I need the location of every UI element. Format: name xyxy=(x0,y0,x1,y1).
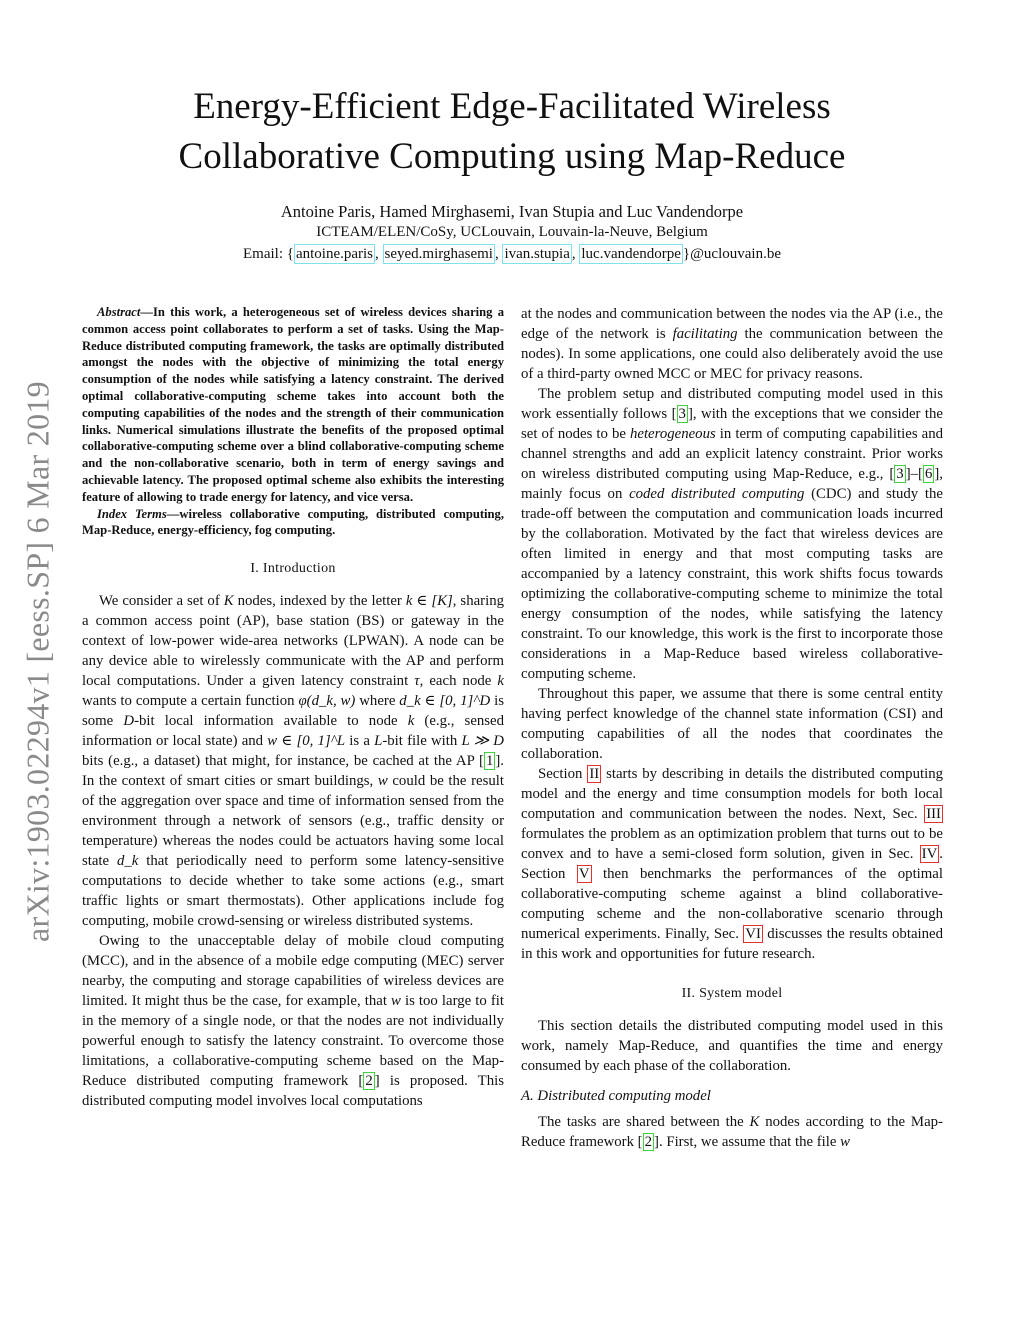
email-link[interactable]: antoine.paris xyxy=(295,246,374,262)
citation-link[interactable]: 6 xyxy=(924,466,933,482)
index-terms-label: Index Terms xyxy=(97,506,167,521)
email-prefix: Email: { xyxy=(243,246,294,262)
intro-paragraph-3: The problem setup and distributed computing model used in this work essentially follows [ 3 ], with the exceptions that we consider the set of nodes to be heterogeneous in term of computing capabilities and channel strengths and add an explicit latency constraint. Prior works on wireless distributed computing using Map-Reduce, e.g., [ 3 ]–[ 6 ], mainly focus on coded distributed computing (CDC) and study the trade-off between the computation and communication loads incurred by the collaboration. Motivated by the fact that wireless devices are often limited in energy and that most computing tasks are accompanied by a latency constraint, this work shifts focus towards optimizing the collaborative-computing scheme to minimize the total energy consumption of the nodes, while satisfying the latency constraint. To our knowledge, this work is the first to incorporate those considerations in a Map-Reduce based wireless collaborative-computing scheme. xyxy=(521,386,943,682)
citation-link[interactable]: 3 xyxy=(678,406,686,422)
affiliation: ICTEAM/ELEN/CoSy, UCLouvain, Louvain-la-Neuve, Belgium xyxy=(316,224,708,240)
author-list: Antoine Paris, Hamed Mirghasemi, Ivan Stupia and Luc Vandendorpe xyxy=(280,202,744,221)
section-heading-system-model: II. System model xyxy=(681,986,783,1001)
email-suffix: }@uclouvain.be xyxy=(682,246,781,262)
index-terms-text: —wireless collaborative computing, distributed computing, Map-Reduce, energy-efficiency, fog computing. xyxy=(82,506,504,538)
paper-title: Energy-Efficient Edge-Facilitated Wireless Collaborative Computing using Map-Reduce xyxy=(178,86,846,177)
intro-paragraph-1: We consider a set of K nodes, indexed by the letter k ∈ [K], sharing a common access point (AP), base station (BS) or gateway in the context of low-power wide-area networks (LPWAN). A node can be any device able to wirelessly communicate with the AP and perform local computations. Under a given latency constraint τ, each node k wants to compute a certain function φ(d_k, w) where d_k ∈ [0, 1]^D is some D-bit local information available to node k (e.g., sensed information or local state) and w ∈ [0, 1]^L is a L-bit file with L ≫ D bits (e.g., a dataset) that might, for instance, be cached at the AP [ 1 ]. In the context of smart cities or smart buildings, w could be the result of the aggregation over space and time of information sensed from the environment through a network of sensors (e.g., traffic density or temperature) whereas the nodes could be actuators having some local state d_k that periodically need to perform some latency-sensitive computations to decide whether to take some actions (e.g., smart traffic lights or smart thermostats). Other applications include fog computing, mobile crowd-sensing or wireless distributed systems. xyxy=(82,593,505,930)
section-heading-introduction: I. Introduction xyxy=(250,561,336,577)
intro-paragraph-2-cont: at the nodes and communication between the nodes via the AP (i.e., the edge of the network is facilitating the communication between the nodes). In some applications, one could also deliberately avoid the use of a third-party owned MCC or MEC for privacy reasons. xyxy=(521,306,943,382)
section-ref-link[interactable]: VI xyxy=(745,926,761,942)
system-paragraph-2: The tasks are shared between the K nodes according to the Map-Reduce framework [ 2 ]. First, we assume that the file w xyxy=(521,1114,943,1150)
email-link[interactable]: ivan.stupia xyxy=(504,246,570,262)
abstract-label: Abstract xyxy=(97,305,141,319)
email-line: Email: { antoine.paris , seyed.mirghasemi , ivan.stupia , luc.vandendorpe }@uclouvain.be xyxy=(243,246,781,262)
citation-link[interactable]: 1 xyxy=(485,753,494,770)
system-paragraph-1: This section details the distributed computing model used in this work, namely Map-Reduce, and quantifies the time and energy consumed by each phase of the collaboration. xyxy=(521,1018,943,1074)
intro-paragraph-5: Section II starts by describing in details the distributed computing model and the energy and time consumption models for both local computation and communication between the nodes. Next, Sec. III formulates the problem as an optimization problem that turns out to be convex and to have a semi-closed form solution, given in Sec. IV . Section V then benchmarks the performances of the optimal collaborative-computing scheme against a blind collaborative-computing scheme and the non-collaborative scenario through numerical experiments. Finally, Sec. VI discusses the results obtained in this work and opportunities for future research. xyxy=(521,766,943,962)
subsection-heading: A. Distributed computing model xyxy=(521,1088,711,1104)
email-link[interactable]: luc.vandendorpe xyxy=(581,246,681,262)
section-ref-link[interactable]: IV xyxy=(921,846,938,862)
citation-link[interactable]: 2 xyxy=(644,1134,653,1150)
citation-link[interactable]: 2 xyxy=(365,1073,373,1090)
left-column xyxy=(82,304,504,1111)
intro-paragraph-4: Throughout this paper, we assume that there is some central entity having perfect knowledge of the channel state information (CSI) and computing capabilities of all the nodes that coordinates the collaboration. xyxy=(521,686,943,762)
citation-link[interactable]: 3 xyxy=(896,466,904,482)
arxiv-stamp: arXiv:1903.02294v1 [eess.SP] 6 Mar 2019 xyxy=(19,381,56,943)
email-link[interactable]: seyed.mirghasemi xyxy=(384,246,493,262)
right-column xyxy=(521,304,943,1152)
section-ref-link[interactable]: V xyxy=(578,866,590,882)
abstract xyxy=(82,304,504,539)
intro-paragraph-2: Owing to the unacceptable delay of mobile cloud computing (MCC), and in the absence of a mobile edge computing (MEC) server nearby, the computing and storage capabilities of wireless devices are limited. It might thus be the case, for example, that w is too large to fit in the memory of a single node, or that the nodes are not individually powerful enough to satisfy the latency constraint. To overcome those limitations, a collaborative-computing scheme based on the Map-Reduce distributed computing framework [ 2 ] is proposed. This distributed computing model involves local computations xyxy=(82,933,504,1110)
section-ref-link[interactable]: II xyxy=(589,766,600,782)
section-ref-link[interactable]: III xyxy=(926,806,941,822)
abstract-text: —In this work, a heterogeneous set of wireless devices sharing a common access point collaborates to perform a set of tasks. Using the Map-Reduce distributed computing framework, the tasks are optimally distributed amongst the nodes with the objective of minimizing the total energy consumption of the nodes while satisfying a latency constraint. The derived optimal collaborative-computing scheme takes into account both the computing capabilities of the nodes and the strength of their communication links. Numerical simulations illustrate the benefits of the proposed optimal collaborative-computing scheme over a blind collaborative-computing scheme and the non-collaborative scenario, both in term of energy savings and achievable latency. The proposed optimal scheme also exhibits the interesting feature of allowing to trade energy for latency, and vice versa. xyxy=(82,305,504,504)
